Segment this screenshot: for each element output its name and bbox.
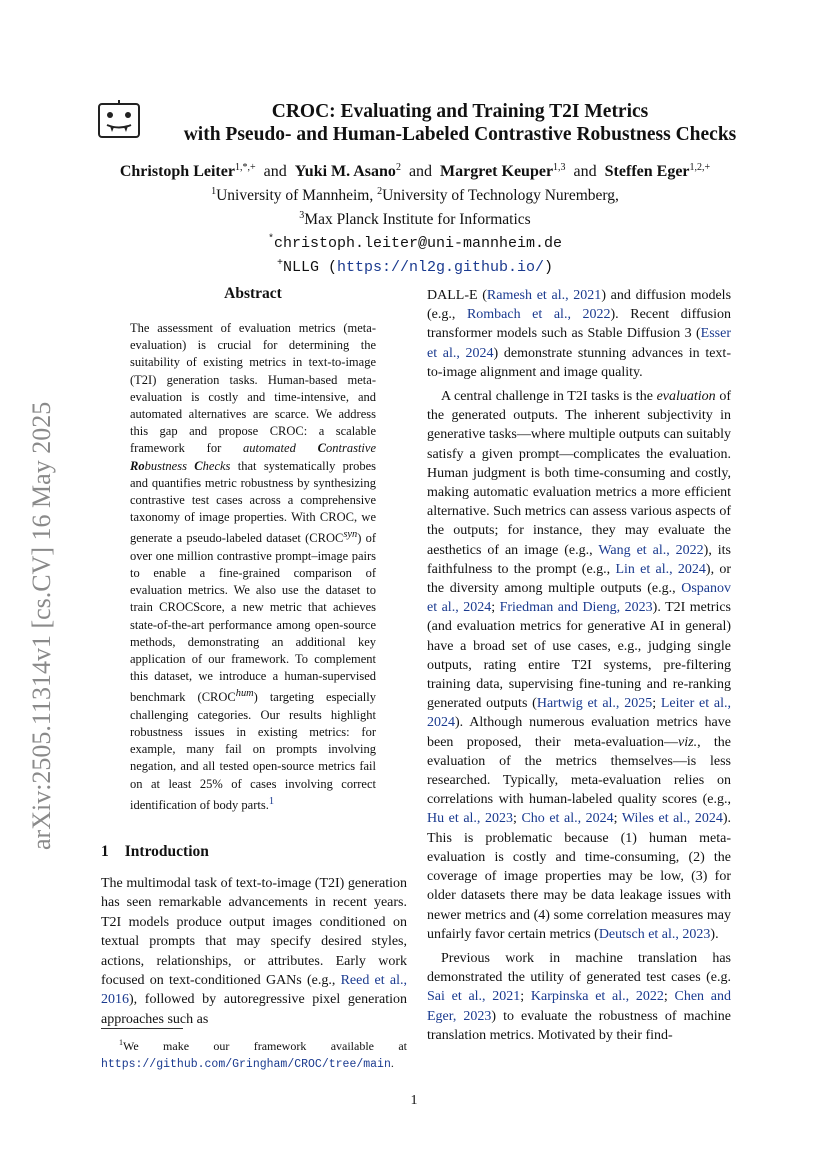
- author-superscript: 1,3: [553, 162, 566, 173]
- footnote-text: .: [390, 1056, 394, 1070]
- footnote-number: 1: [119, 1038, 123, 1047]
- intro-text-part: The multimodal task of text-to-image (T2I) generation has seen remarkable advancements in recent years. T2I models produce output images conditioned on textual prompts that may specify desired styles, actions, relationships, or attributes. Early work focused on text-conditioned GANs (e.g.,: [101, 876, 407, 989]
- footnote-marker-link[interactable]: 1: [268, 795, 275, 807]
- citation-link[interactable]: Lin et al., 2024: [615, 561, 706, 577]
- body-text: ;: [652, 696, 661, 712]
- abstract-italic: ontrastive: [326, 441, 376, 456]
- paragraph: [427, 286, 731, 382]
- author-name: Margret Keuper: [440, 163, 554, 180]
- footnote-divider: [101, 1028, 183, 1029]
- body-text: ). This is problematic because (1) human meta-evaluation is costly and time-consuming, (2) the coverage of image properties may be low, (3) for older datasets there may be data leakage issues with newer metrics and (4) some correlation measures may unfairly favor certain metrics (: [427, 811, 731, 942]
- right-column: [427, 286, 731, 1045]
- body-text: of the generated outputs. The inherent subjectivity in generative tasks—where multiple outputs can suitably satisfy a given prompt—complicates the evaluation. Human judgment is both time-consuming and costly, making automatic evaluation metrics a more efficient alternative. Such metrics can assess various aspects of the outputs; for instance, they may evaluate the aesthetics of an image (e.g.,: [427, 389, 731, 558]
- croc-hum-superscript: hum: [235, 688, 254, 700]
- section-title: Introduction: [124, 843, 209, 860]
- nllg-label: NLLG (: [282, 259, 337, 276]
- nllg-superscript: +: [276, 258, 283, 269]
- affiliation-superscript: 2: [377, 186, 383, 197]
- abstract-text-part: ) of over one million contrastive prompt–image pairs to enable a fine-grained comparison of evaluation metrics. We also use the dataset to train CROCScore, a new metric that achieves state-of-the-art performance among open-source methods, demonstrating an additional key application of our framework. To complement this dataset, we introduce a human-supervised benchmark (CROC: [130, 531, 376, 705]
- body-text: ). Recent diffusion transformer models such as Stable Diffusion 3 (: [427, 307, 731, 342]
- nllg-suffix: ): [544, 259, 554, 276]
- affiliation-superscript: 3: [299, 210, 305, 221]
- body-text: ), its faithfulness to the prompt (e.g.,: [427, 542, 732, 577]
- author-conjunction: and: [573, 163, 597, 180]
- nllg-url-link[interactable]: https://nl2g.github.io/: [336, 259, 545, 276]
- affiliation: University of Mannheim,: [216, 187, 378, 204]
- page-number: 1: [410, 1093, 418, 1108]
- citation-link[interactable]: Friedman and Dieng, 2023: [499, 600, 653, 616]
- body-text: ) to evaluate the robustness of machine translation metrics. Motivated by their find-: [427, 1008, 731, 1043]
- intro-text-part: ), followed by autoregressive pixel generation approaches such as: [101, 992, 407, 1027]
- body-text: ) and diffusion models (e.g.,: [427, 288, 732, 323]
- body-text: Previous work in machine translation has demonstrated the utility of generated test cases (e.g.: [427, 950, 731, 986]
- affiliation: Max Planck Institute for Informatics: [304, 211, 531, 228]
- abstract-bold-letter: Ro: [130, 458, 145, 473]
- body-text: A central challenge in T2I tasks is the: [441, 389, 657, 405]
- citation-link[interactable]: Ramesh et al., 2021: [486, 288, 602, 303]
- title-line-2: with Pseudo- and Human-Labeled Contrastive Robustness Checks: [183, 124, 737, 145]
- author-superscript: 1,*,+: [234, 162, 256, 173]
- body-text: ) demonstrate stunning advances in text-to-image alignment and image quality.: [427, 345, 731, 380]
- citation-link[interactable]: Esser et al., 2024: [427, 326, 731, 361]
- title-line-1: CROC: Evaluating and Training T2I Metrics: [271, 101, 649, 122]
- abstract-bold-letter: C: [194, 458, 203, 473]
- body-text: ). Although numerous evaluation metrics have been proposed, their meta-evaluation—: [427, 715, 731, 750]
- author-name: Yuki M. Asano: [294, 163, 396, 180]
- abstract-text-part: The assessment of evaluation metrics (meta-evaluation) is crucial for determining the suitability of existing metrics in text-to-image (T2I) generation tasks. Human-based meta-evaluation is costly and time-intensive, and automated alternatives are scarce. We address this gap and propose CROC: a scalable framework for: [130, 321, 376, 456]
- footnote-text: We make our framework available at: [123, 1039, 407, 1053]
- nllg-line: [60, 254, 770, 278]
- robot-logo-icon: [97, 99, 141, 139]
- citation-link[interactable]: Reed et al., 2016: [101, 973, 407, 1008]
- abstract-text-part: that systematically probes and quantifies metric robustness by synthesizing contrastive test cases across a comprehensive taxonomy of image properties. With CROC, we generate a pseudo-labeled dataset (CROC: [130, 458, 376, 546]
- body-text: ;: [613, 811, 622, 827]
- abstract-text-part: ) targeting especially challenging categories. Our results highlight robustness issues in existing metrics: for example, many fail on prompts involving negation, and all tested open-source metrics fail on at least 25% of cases involving correct identification of body parts.: [130, 690, 376, 812]
- body-text: ;: [491, 600, 500, 616]
- citation-link[interactable]: Hu et al., 2023: [427, 811, 513, 827]
- body-text: , the evaluation of the metrics themselves—is less researched. Typically, meta-evaluation relies on correlations with human-labeled quality scores (e.g.,: [427, 734, 731, 808]
- affiliation-line: [60, 206, 770, 230]
- body-text: ), or the diversity among multiple outputs (e.g.,: [427, 561, 731, 597]
- citation-link[interactable]: Rombach et al., 2022: [466, 307, 611, 323]
- email-superscript: *: [267, 234, 274, 245]
- body-italic: viz.: [678, 734, 698, 750]
- abstract-italic: bustness: [144, 458, 195, 473]
- abstract-text: [130, 320, 376, 814]
- citation-link[interactable]: Ospanov et al., 2024: [427, 581, 731, 616]
- citation-link[interactable]: Sai et al., 2021: [427, 989, 521, 1005]
- author-name: Christoph Leiter: [119, 163, 235, 180]
- author-conjunction: and: [408, 163, 433, 180]
- author-name: Steffen Eger: [604, 163, 690, 180]
- croc-syn-superscript: syn: [343, 529, 358, 541]
- citation-link[interactable]: Hartwig et al., 2025: [536, 696, 653, 712]
- body-text: ;: [520, 989, 531, 1005]
- abstract-heading: Abstract: [224, 285, 282, 302]
- body-italic: evaluation: [656, 389, 716, 405]
- citation-link[interactable]: Leiter et al., 2024: [427, 696, 732, 731]
- body-text: ;: [663, 989, 675, 1005]
- affiliation-superscript: 1: [211, 186, 217, 197]
- paragraph: [427, 387, 731, 944]
- abstract-bold-letter: C: [317, 441, 326, 456]
- abstract-italic: hecks: [202, 458, 231, 473]
- footnote: [101, 1034, 407, 1073]
- email-line: [60, 230, 770, 254]
- intro-paragraph: [101, 874, 407, 1029]
- section-number: 1: [101, 843, 109, 860]
- citation-link[interactable]: Chen and Eger, 2023: [427, 989, 731, 1024]
- citation-link[interactable]: Cho et al., 2024: [521, 811, 614, 827]
- paper-title: [150, 100, 770, 146]
- body-text: ). T2I metrics (and evaluation metrics for generative AI in general) have a broad set of use cases, e.g., judging single outputs, rating entire T2I systems, pre-filtering training data, supervising fine-tuning and re-ranking generated outputs (: [427, 600, 731, 712]
- abstract-italic: automated: [243, 441, 296, 456]
- arxiv-id-text: arXiv:2505.11314v1 [cs.CV] 16 May 2025: [27, 401, 56, 850]
- citation-link[interactable]: Wang et al., 2022: [598, 542, 704, 558]
- author-conjunction: and: [263, 163, 287, 180]
- intro-heading: [101, 843, 209, 861]
- body-text: ;: [512, 811, 522, 827]
- affiliation: University of Technology Nuremberg,: [382, 187, 619, 204]
- citation-link[interactable]: Karpinska et al., 2022: [530, 989, 664, 1005]
- body-text: ).: [710, 926, 719, 942]
- citation-link[interactable]: Wiles et al., 2024: [621, 811, 723, 827]
- body-text: DALL-E (: [427, 288, 487, 303]
- author-block: [60, 158, 770, 278]
- footnote-url-link[interactable]: https://github.com/Gringham/CROC/tree/main: [101, 1058, 391, 1071]
- author-line: [60, 158, 770, 182]
- author-superscript: 2: [395, 162, 401, 173]
- author-superscript: 1,2,+: [689, 162, 711, 173]
- arxiv-id-stamp: [20, 340, 60, 860]
- affiliation-line: [60, 182, 770, 206]
- paragraph: [427, 949, 731, 1045]
- email-address[interactable]: christoph.leiter@uni-mannheim.de: [273, 235, 563, 252]
- citation-link[interactable]: Deutsch et al., 2023: [598, 926, 711, 942]
